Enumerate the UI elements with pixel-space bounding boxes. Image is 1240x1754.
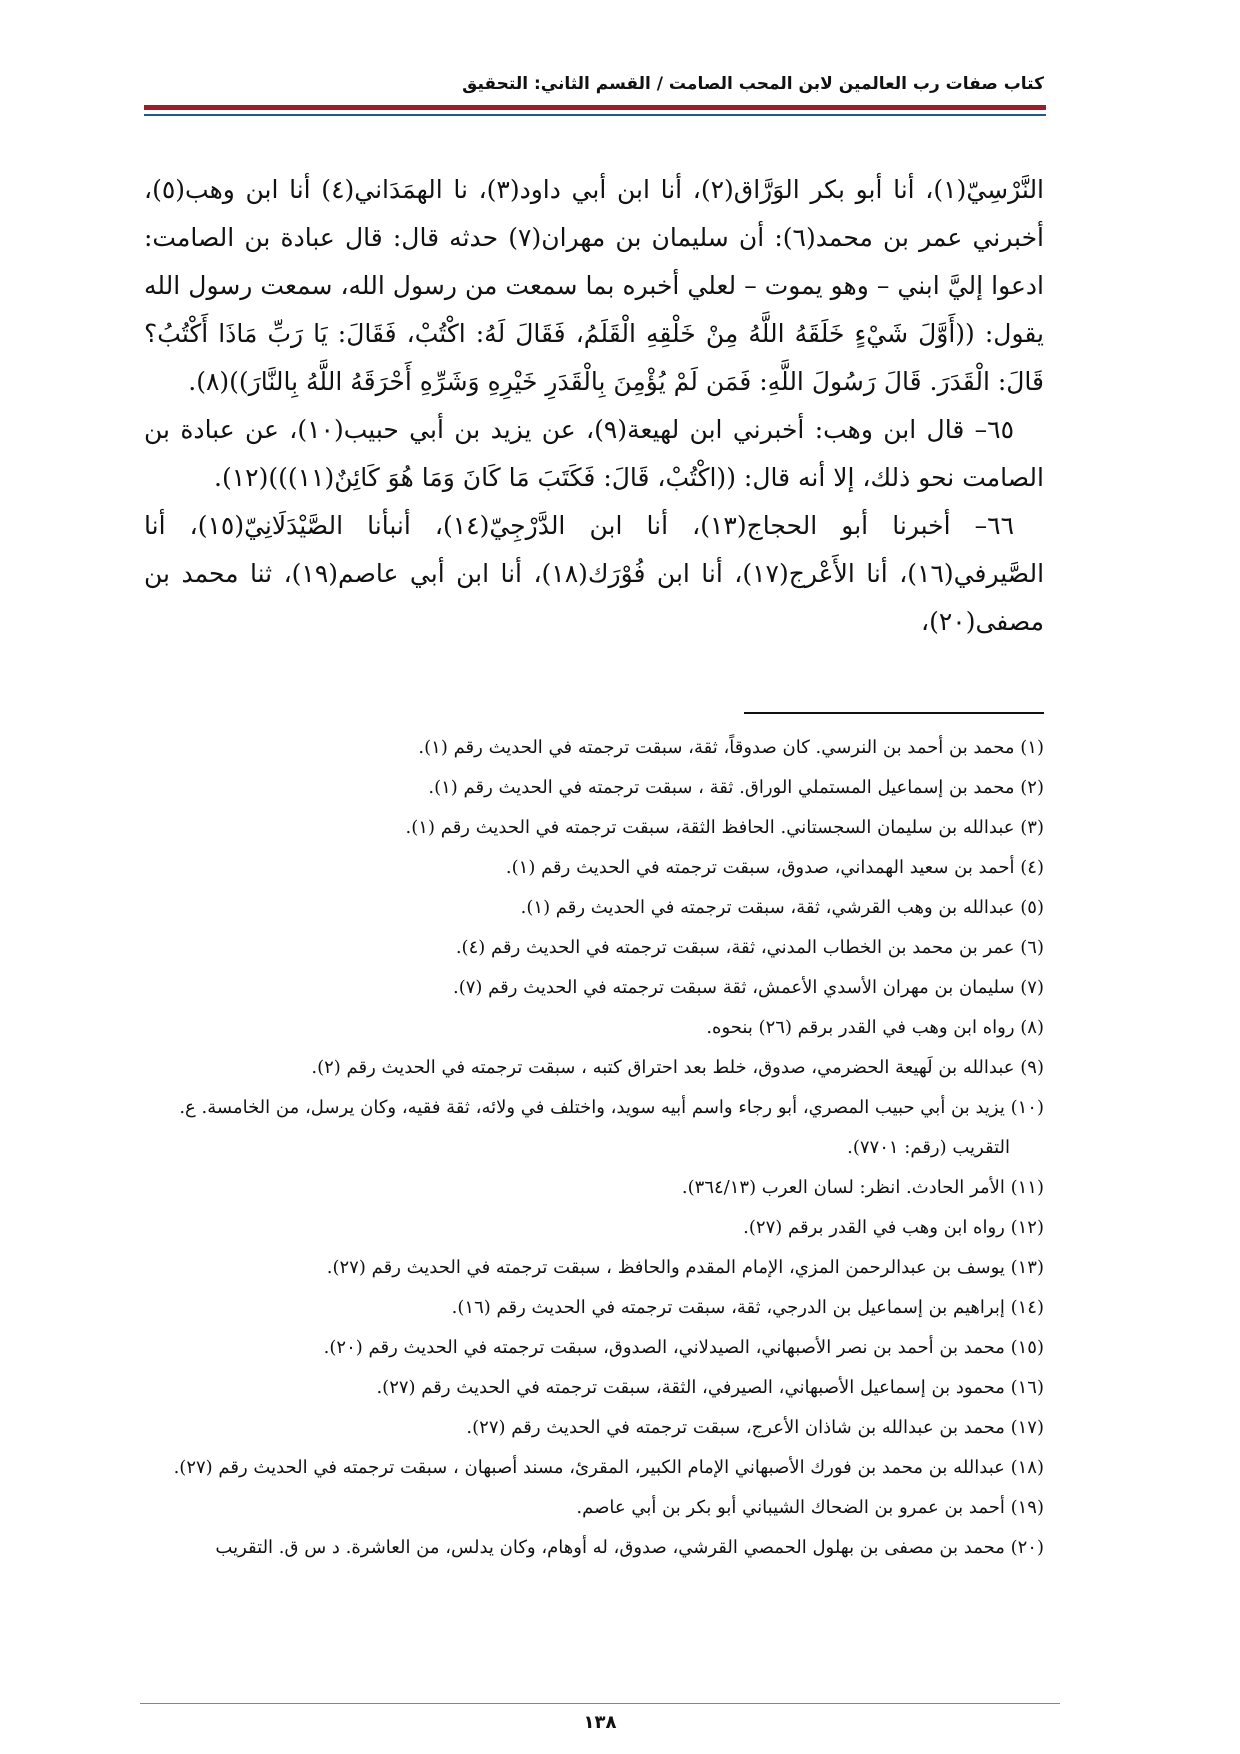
- footnote: (١٧) محمد بن عبدالله بن شاذان الأعرج، سبقت ترجمته في الحديث رقم (٢٧).: [466, 1417, 1044, 1438]
- page-number: ١٣٨: [583, 1712, 617, 1733]
- footnote: (٦) عمر بن محمد بن الخطاب المدني، ثقة، سبقت ترجمته في الحديث رقم (٤).: [455, 937, 1044, 958]
- footnote: (٤) أحمد بن سعيد الهمداني، صدوق، سبقت ترجمته في الحديث رقم (١).: [505, 857, 1044, 878]
- footer-rule: [140, 1703, 1060, 1704]
- footnote: (١٠) يزيد بن أبي حبيب المصري، أبو رجاء واسم أبيه سويد، واختلف في ولائه، ثقة فقيه، وكان يرسل، من الخامسة. ع.: [179, 1097, 1044, 1118]
- footnote: (٢) محمد بن إسماعيل المستملي الوراق. ثقة ، سبقت ترجمته في الحديث رقم (١).: [428, 777, 1044, 798]
- paragraph-hadith-66: ٦٦– أخبرنا أبو الحجاج(١٣)، أنا ابن الدَّرْجِيّ(١٤)، أنبأنا الصَّيْدَلَانِيّ(١٥)، أنا الصَّيرفي(١٦)، أنا الأَعْرج(١٧)، أنا ابن فُوْرَك(١٨)، أنا ابن أبي عاصم(١٩)، ثنا محمد بن مصفى(٢٠)،: [144, 511, 1045, 636]
- footnote: (٥) عبدالله بن وهب القرشي، ثقة، سبقت ترجمته في الحديث رقم (١).: [520, 897, 1044, 918]
- paragraph-hadith-65: ٦٥– قال ابن وهب: أخبرني ابن لهيعة(٩)، عن يزيد بن أبي حبيب(١٠)، عن عبادة بن الصامت نحو ذلك، إلا أنه قال: ((اكْتُبْ، قَالَ: فَكَتَبَ مَا كَانَ وَمَا هُوَ كَائِنٌ(١١)))(١٢).: [144, 415, 1044, 492]
- paragraph-continuation: النَّرْسِيّ(١)، أنا أبو بكر الوَرَّاق(٢)، أنا ابن أبي داود(٣)، نا الهمَدَاني(٤) أنا ابن وهب(٥)، أخبرني عمر بن محمد(٦): أن سليمان بن مهران(٧) حدثه قال: قال عبادة بن الصامت: ادعوا إليَّ ابني – وهو يموت – لعلي أخبره بما سمعت من رسول الله، سمعت رسول الله يقول: ((أَوَّلَ شَيْءٍ خَلَقَهُ اللَّهُ مِنْ خَلْقِهِ الْقَلَمُ، فَقَالَ لَهُ: اكْتُبْ، فَقَالَ: يَا رَبِّ مَاذَا أَكْتُبُ؟ قَالَ: الْقَدَرَ. قَالَ رَسُولَ اللَّهِ: فَمَن لَمْ يُؤْمِنَ بِالْقَدَرِ خَيْرِهِ وَشَرِّهِ أَحْرَقَهُ اللَّهُ بِالنَّارَ))(٨).: [144, 175, 1045, 396]
- footnote: (١) محمد بن أحمد بن النرسي. كان صدوقاً، ثقة، سبقت ترجمته في الحديث رقم (١).: [418, 737, 1044, 758]
- footnote-continuation: التقريب (رقم: ٧٧٠١).: [847, 1137, 1010, 1158]
- footnote-divider: [744, 712, 1044, 714]
- running-header: كتاب صفات رب العالمين لابن المحب الصامت / القسم الثاني: التحقيق: [462, 74, 1044, 94]
- footnote: (١٨) عبدالله بن محمد بن فورك الأصبهاني الإمام الكبير، المقرئ، مسند أصبهان ، سبقت ترجمته في الحديث رقم (٢٧).: [173, 1457, 1044, 1478]
- footnote: (٣) عبدالله بن سليمان السجستاني. الحافظ الثقة، سبقت ترجمته في الحديث رقم (١).: [405, 817, 1044, 838]
- footnote: (١٩) أحمد بن عمرو بن الضحاك الشيباني أبو بكر بن أبي عاصم.: [576, 1497, 1044, 1518]
- footnote: (٨) رواه ابن وهب في القدر برقم (٢٦) بنحوه.: [706, 1017, 1044, 1038]
- footnote: (١٢) رواه ابن وهب في القدر برقم (٢٧).: [743, 1217, 1044, 1238]
- footnote: (٢٠) محمد بن مصفى بن بهلول الحمصي القرشي، صدوق، له أوهام، وكان يدلس، من العاشرة. د س ق. التقريب: [215, 1537, 1044, 1558]
- footnote: (٩) عبدالله بن لَهيعة الحضرمي، صدوق، خلط بعد احتراق كتبه ، سبقت ترجمته في الحديث رقم (٢).: [311, 1057, 1044, 1078]
- main-text: [144, 166, 1044, 646]
- footnote: (١٦) محمود بن إسماعيل الأصبهاني، الصيرفي، الثقة، سبقت ترجمته في الحديث رقم (٢٧).: [376, 1377, 1044, 1398]
- footnote: (١٤) إبراهيم بن إسماعيل بن الدرجي، ثقة، سبقت ترجمته في الحديث رقم (١٦).: [451, 1297, 1044, 1318]
- footnote: (١٥) محمد بن أحمد بن نصر الأصبهاني، الصيدلاني، الصدوق، سبقت ترجمته في الحديث رقم (٢٠).: [323, 1337, 1044, 1358]
- header-rule-thin: [144, 114, 1046, 116]
- header-rule-thick: [144, 105, 1046, 110]
- footnote: (١١) الأمر الحادث. انظر: لسان العرب (٣٦٤/١٣).: [681, 1177, 1044, 1198]
- footnote: (١٣) يوسف بن عبدالرحمن المزي، الإمام المقدم والحافظ ، سبقت ترجمته في الحديث رقم (٢٧).: [326, 1257, 1044, 1278]
- footnote: (٧) سليمان بن مهران الأسدي الأعمش، ثقة سبقت ترجمته في الحديث رقم (٧).: [452, 977, 1044, 998]
- footnotes: [144, 728, 1044, 1568]
